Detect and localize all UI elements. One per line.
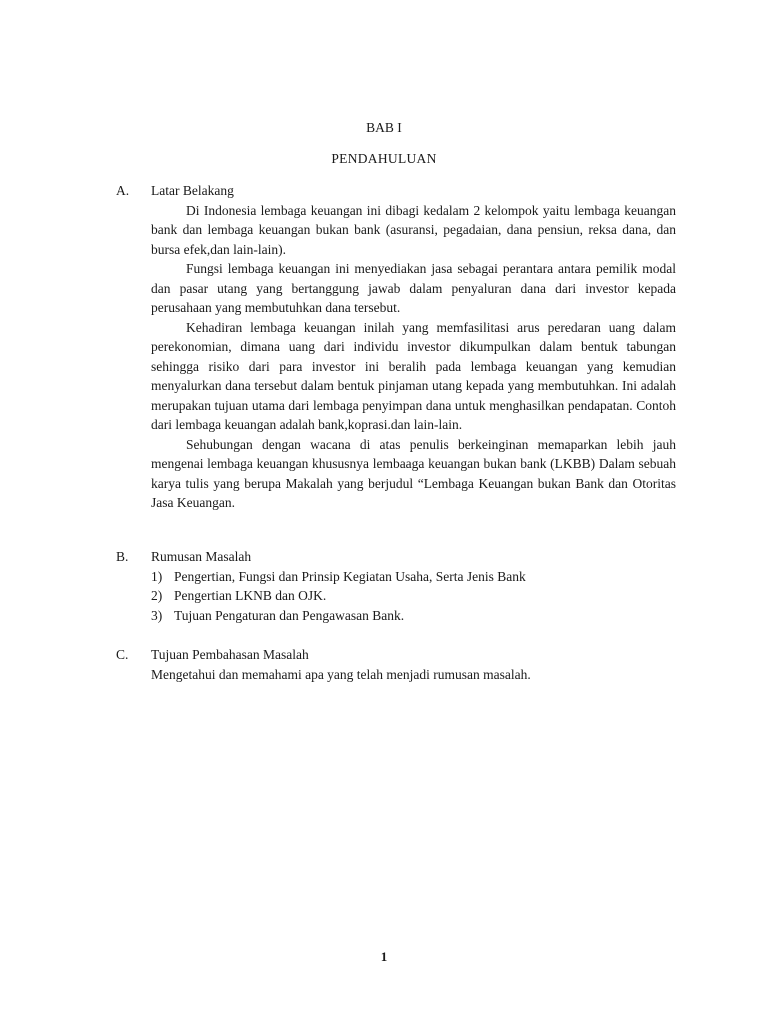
chapter-title: PENDAHULUAN xyxy=(331,151,437,166)
list-item xyxy=(151,567,676,587)
section-body xyxy=(151,567,676,626)
section-latar-belakang xyxy=(116,181,676,513)
section-rumusan-masalah xyxy=(116,547,676,625)
list-item xyxy=(151,586,676,606)
list-item xyxy=(151,606,676,626)
section-tujuan-pembahasan xyxy=(116,645,676,684)
section-title: Latar Belakang xyxy=(151,183,234,198)
section-heading xyxy=(116,181,676,201)
paragraph: Fungsi lembaga keuangan ini menyediakan jasa sebagai perantara antara pemilik modal dan pasar utang yang bertanggung jawab dalam penyaluran dana dari investor kepada perusahaan yang membutuhkan dana tersebut. xyxy=(151,261,676,315)
section-heading xyxy=(116,547,676,567)
section-heading xyxy=(116,645,676,665)
list-text: Pengertian LKNB dan OJK. xyxy=(174,588,327,603)
section-letter: A. xyxy=(116,183,130,198)
page-number: 1 xyxy=(380,949,388,964)
list-text: Pengertian, Fungsi dan Prinsip Kegiatan Usaha, Serta Jenis Bank xyxy=(174,568,526,584)
list-number: 1) xyxy=(151,568,163,584)
section-body xyxy=(151,201,676,513)
section-title: Rumusan Masalah xyxy=(151,549,252,564)
section-text: Mengetahui dan memahami apa yang telah menjadi rumusan masalah. xyxy=(151,666,531,682)
paragraph: Di Indonesia lembaga keuangan ini dibagi kedalam 2 kelompok yaitu lembaga keuangan bank dan lembaga keuangan bukan bank (asuransi, pegadaian, dana pensiun, reksa dana, dan bursa efek,dan lain-lain). xyxy=(151,202,676,257)
paragraph: Kehadiran lembaga keuangan inilah yang memfasilitasi arus peredaran uang dalam perekonomian, dimana uang dari individu investor dikumpulkan dalam bentuk tabungan sehingga risiko dari para investor ini beralih pada lembaga keuangan yang kemudian menyalurkan dana tersebut dalam bentuk pinjaman utang kepada yang membutuhkan. Ini adalah merupakan tujuan utama dari lembaga penyimpan dana untuk menghasilkan pendapatan. Contoh dari lembaga keuangan adalah bank,koprasi.dan lain-lain. xyxy=(151,319,676,432)
section-letter: C. xyxy=(116,647,129,662)
list-number: 3) xyxy=(151,607,163,623)
section-title: Tujuan Pembahasan Masalah xyxy=(151,647,309,662)
list-text: Tujuan Pengaturan dan Pengawasan Bank. xyxy=(174,607,405,623)
chapter-heading: BAB I xyxy=(366,120,402,135)
list-number: 2) xyxy=(151,588,163,603)
paragraph: Sehubungan dengan wacana di atas penulis berkeinginan memaparkan lebih jauh mengenai lembaga keuangan khususnya lembaaga keuangan bukan bank (LKBB) Dalam sebuah karya tulis yang berupa Makalah yang berjudul “Lembaga Keuangan bukan Bank dan Otoritas Jasa Keuangan. xyxy=(151,436,676,510)
section-body xyxy=(151,665,676,685)
section-letter: B. xyxy=(116,549,129,564)
problem-list xyxy=(151,567,676,626)
